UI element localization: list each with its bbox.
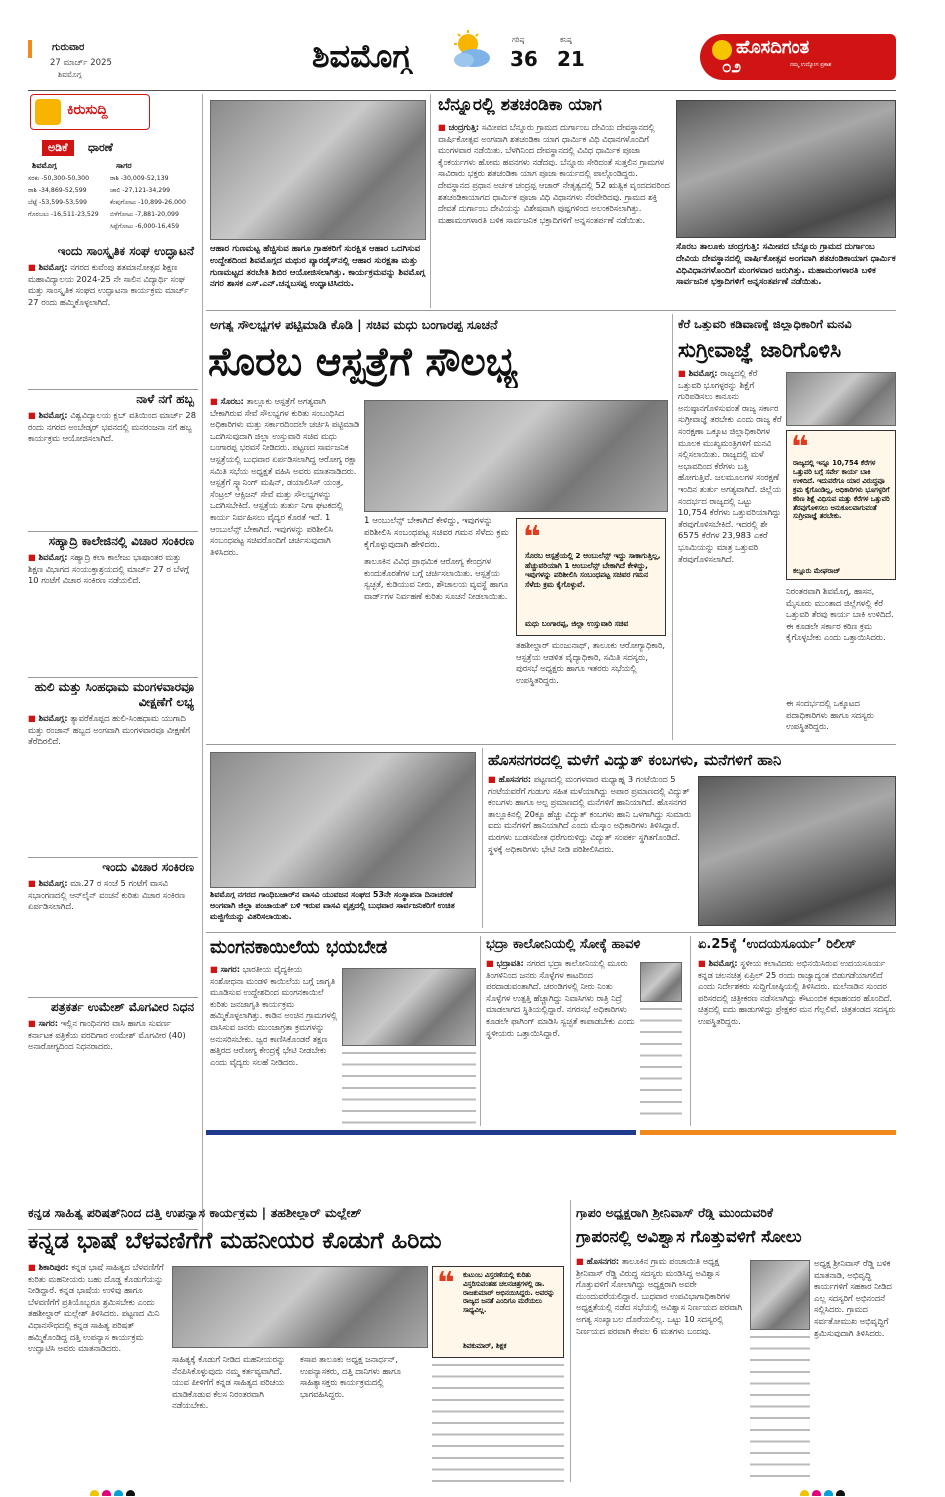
rate-head-2: ಸಾಗರ (116, 162, 132, 170)
top-photo-caption: ಆಹಾರ ಗುಣಮಟ್ಟ ಹೆಚ್ಚಿಸುವ ಹಾಗೂ ಗ್ರಾಹಕರಿಗೆ ಸುರಕ್ಷಿತ ಆಹಾರ ಒದಗಿಸುವ ಉದ್ದೇಶದಿಂದ ಶಿವಮೊಗ್ಗದ ಮಥುರ ಪ್ಯಾರಡೈಸ್‌ನಲ್ಲಿ ಆಹಾರ ಸುರಕ್ಷತಾ ಮತ್ತು ಗುಣಮಟ್ಟದ ತರಬೇತಿ ಶಿಬಿರ ಆಯೋಜಿಸಲಾಗಿತ್ತು. ಕಾರ್ಯಕ್ರಮವನ್ನು ಶಿವಮೊಗ್ಗ ನಗರ ಶಾಸಕ ಎಸ್.ಎನ್.ಚನ್ನಬಸಪ್ಪ ಉದ್ಘಾಟಿಸಿದರು. (210, 244, 426, 290)
brief-rule (28, 857, 198, 858)
weather-max-label: ಗರಿಷ್ಠ (512, 36, 525, 44)
brief-headline: ಇಂದು ಸಾಂಸ್ಕೃತಿಕ ಸಂಘ ಉದ್ಘಾಟನೆ (57, 244, 194, 258)
bhadra-bullet: ■ (486, 958, 497, 968)
grapam-body-col3 (750, 1334, 810, 1482)
udaya-dateline: ಶಿವಮೊಗ್ಗ: (708, 958, 738, 968)
brief-bullet: ■ (28, 552, 39, 562)
bhadra-photo (640, 962, 682, 1002)
rate-rows (28, 174, 198, 238)
paper-tagline: ನಮ್ಮ ಉದ್ಯೋಗ ಪ್ರಕಾಶ (790, 62, 832, 68)
brief-body (28, 713, 198, 853)
bhadra-body (486, 958, 636, 1124)
soraba-dateline: ಸೊರಬ: (220, 396, 244, 406)
sugrivaje-photo (786, 372, 896, 426)
rate-cell: ಗೊರಬಲು -16,511-23,529 (28, 211, 99, 218)
brief-text: ನಗರದ ಕುವೆಂಪು ಶತಮಾನೋತ್ಸವ ಶಿಕ್ಷಣ ಮಹಾವಿದ್ಯಾಲಯ 2024-25 ನೇ ಸಾಲಿನ ವಿದ್ಯಾರ್ಥಿ ಸಂಘ ಮತ್ತು ಸಾಂಸ್ಕೃತಿಕ ಸಂಘದ ಉದ್ಘಾಟನಾ ಕಾರ್ಯಕ್ರಮ ಮಾರ್ಚ್ 27 ರಂದು ಹಮ್ಮಿಕೊಳ್ಳಲಾಗಿದೆ. (28, 262, 189, 307)
bhadra-text: ನಗರದ ಭದ್ರಾ ಕಾಲೋನಿಯಲ್ಲಿ ಮೂರು ತಿಂಗಳಿನಿಂದ ಜನರು ಸೊಳ್ಳೆಗಳ ಕಾಟದಿಂದ ಪರದಾಡುವಂತಾಗಿದೆ. ಚರಂಡಿಗಳಲ್ಲಿ ನೀರು ನಿಂತು ಸೊಳ್ಳೆಗಳ ಉತ್ಪತ್ತಿ ಹೆಚ್ಚಾಗಿದ್ದು ನಿವಾಸಿಗಳು ರಾತ್ರಿ ನಿದ್ರೆ ಮಾಡಲಾಗದ ಸ್ಥಿತಿಯಲ್ಲಿದ್ದಾರೆ. ನಗರಸಭೆ ಅಧಿಕಾರಿಗಳು ಕೂಡಲೇ ಫಾಗಿಂಗ್ ಮಾಡಿಸಿ ಸ್ವಚ್ಛತೆ ಕಾಪಾಡಬೇಕು ಎಂದು ಸ್ಥಳೀಯರು ಒತ್ತಾಯಿಸಿದ್ದಾರೆ. (486, 958, 635, 1038)
masthead (0, 0, 945, 92)
brief-item (28, 244, 198, 392)
hosanagar-text: ಪಟ್ಟಣದಲ್ಲಿ ಮಂಗಳವಾರ ಮಧ್ಯಾಹ್ನ 3 ಗಂಟೆಯಿಂದ 5 ಗಂಟೆಯವರೆಗೆ ಗುಡುಗು ಸಹಿತ ಮಳೆಯಾಗಿದ್ದು ಅಪಾರ ಪ್ರಮಾಣದಲ್ಲಿ ವಿದ್ಯುತ್ ಕಂಬಗಳು ಹಾಗೂ ಅಲ್ಪ ಪ್ರಮಾಣದಲ್ಲಿ ಮನೆಗಳಿಗೆ ಹಾನಿಯಾಗಿದೆ. ಹೊಸನಗರ ತಾಲ್ಲೂಕಿನಲ್ಲಿ 20ಕ್ಕೂ ಹೆಚ್ಚು ವಿದ್ಯುತ್ ಕಂಬಗಳು ಹಾನಿ ಒಳಗಾಗಿದ್ದು ಸುಮಾರು ಐದು ಮನೆಗಳಿಗೆ ಹಾನಿಯಾಗಿದೆ ಎಂದು ಮೆಸ್ಕಾಂ ಅಧಿಕಾರಿಗಳು ತಿಳಿಸಿದ್ದಾರೆ. ಮರಗಳು ಬುಡಸಮೇತ ಧರೆಗುರುಳಿದ್ದು ವಿದ್ಯುತ್ ಸಂಪರ್ಕ ಸ್ಥಗಿತಗೊಂಡಿದೆ. ಸ್ಥಳಕ್ಕೆ ಅಧಿಕಾರಿಗಳು ಭೇಟಿ ನೀಡಿ ಪರಿಶೀಲಿಸಿದರು. (488, 774, 692, 854)
sugrivaje-kicker: ಕೆರೆ ಒತ್ತುವರಿ ಕಡಿವಾಣಕ್ಕೆ ಜಿಲ್ಲಾಧಿಕಾರಿಗೆ ಮನವಿ (678, 318, 852, 331)
sugrivaje-quote-by: ಕಲ್ಲೂರು ಮೇಘರಾಜ್ (793, 567, 841, 575)
brief-bullet: ■ (28, 262, 39, 272)
registration-dot (114, 1490, 123, 1496)
sugrivaje-text: ರಾಜ್ಯದಲ್ಲಿ ಕೆರೆ ಒತ್ತುವರಿ ಭೂಗಳ್ಳರನ್ನು ಶಿಕ್ಷೆಗೆ ಗುರಿಪಡಿಸಲು ಕಾನೂನು ಅನುಷ್ಠಾನಗೊಳಿಸುವಂತೆ ರಾಜ್ಯ ಸರ್ಕಾರ ಸುಗ್ರೀವಾಜ್ಞೆ ತರಬೇಕು ಎಂದು ರಾಜ್ಯ ಕೆರೆ ಸಂರಕ್ಷಣಾ ಒಕ್ಕೂಟ ಜಿಲ್ಲಾಧಿಕಾರಿಗಳ ಮೂಲಕ ಮುಖ್ಯಮಂತ್ರಿಗಳಿಗೆ ಮನವಿ ಸಲ್ಲಿಸಲಾಯಿತು. ರಾಜ್ಯದಲ್ಲಿ ಮಳೆ ಅಭಾವದಿಂದ ಕೆರೆಗಳು ಬತ್ತಿ ಹೋಗುತ್ತಿವೆ. ಜಲಮೂಲಗಳ ಸಂರಕ್ಷಣೆ ಇಂದಿನ ತುರ್ತು ಅಗತ್ಯವಾಗಿದೆ. ಜಿಲ್ಲೆಯ ಸಂದರ್ಭದ ರಾಜ್ಯದಲ್ಲಿ ಒಟ್ಟು 10,754 ಕೆರೆಗಳು ಒತ್ತುವರಿಯಾಗಿದ್ದು ತೆರವುಗೊಳಿಸಬೇಕಿದೆ. ಇದರಲ್ಲಿ ಶೇ 6575 ಕೆರೆಗಳ 23,983 ಎಕರೆ ಭೂಮಿಯನ್ನು ಮಾತ್ರ ಒತ್ತುವರಿ ತೆರವುಗೊಳಿಸಲಾಗಿದೆ. (678, 368, 782, 564)
soraba-quote-icon: ❝ (523, 525, 541, 551)
udaya-text: ಸ್ಥಳೀಯ ಕಲಾವಿದರು ಅಭಿನಯಿಸಿರುವ ಉದಯಸೂರ್ಯ ಕನ್ನಡ ಚಲನಚಿತ್ರ ಏಪ್ರಿಲ್ 25 ರಂದು ರಾಜ್ಯಾದ್ಯಂತ ಬಿಡುಗಡೆಯಾಗಲಿದೆ ಎಂದು ನಿರ್ದೇಶಕರು ಸುದ್ದಿಗೋಷ್ಠಿಯಲ್ಲಿ ತಿಳಿಸಿದರು. ಮಲೆನಾಡಿನ ಸುಂದರ ಪರಿಸರದಲ್ಲಿ ಚಿತ್ರೀಕರಣ ನಡೆಸಲಾಗಿದ್ದು ಕೌಟುಂಬಿಕ ಕಥಾಹಂದರ ಹೊಂದಿದೆ. ಚಿತ್ರದಲ್ಲಿ ಐದು ಹಾಡುಗಳಿದ್ದು ಪ್ರೇಕ್ಷಕರ ಮನ ಗೆಲ್ಲಲಿವೆ. ಚಿತ್ರತಂಡದ ಸದಸ್ಯರು ಉಪಸ್ಥಿತರಿದ್ದರು. (698, 958, 896, 1026)
soraba-body-col3: ತಹಶೀಲ್ದಾರ್ ಮಂಜುನಾಥ್, ತಾಲೂಕು ಆರೋಗ್ಯಾಧಿಕಾರಿ, ಆಸ್ಪತ್ರೆಯ ಆಡಳಿತ ವೈದ್ಯಾಧಿಕಾರಿ, ಸಮಿತಿ ಸದಸ್ಯರು, ಪುರಸಭೆ ಅಧ್ಯಕ್ಷರು ಹಾಗೂ ಇತರರು ಸಭೆಯಲ್ಲಿ ಉಪಸ್ಥಿತರಿದ್ದರು. (516, 640, 665, 685)
brief-text: ಇಲ್ಲಿನ ಗಾಂಧಿನಗರ ವಾಸಿ ಹಾಗೂ ಸುವರ್ಣ ಕರ್ನಾಟಕ ಪತ್ರಿಕೆಯ ವರದಿಗಾರ ಉಮೇಶ್ ಮೊಗವೀರ (40) ಅನಾರೋಗ್ಯದಿಂದ ನಿಧನರಾದರು. (28, 1018, 186, 1052)
brief-body (28, 878, 198, 978)
hosanagar-dateline: ಹೊಸನಗರ: (498, 774, 532, 784)
mangana-divider (480, 936, 481, 1126)
adike-heading (42, 140, 152, 160)
brief-dateline: ಸಾಗರ: (38, 1018, 59, 1028)
kannada-quote-box (432, 1266, 564, 1358)
brief-item (28, 680, 198, 860)
brief-rule (28, 677, 198, 678)
kannada-kicker: ಕನ್ನಡ ಸಾಹಿತ್ಯ ಪರಿಷತ್‌ನಿಂದ ದತ್ತಿ ಉಪನ್ಯಾಸ ಕಾರ್ಯಕ್ರಮ | ತಹಶೀಲ್ದಾರ್ ಮಲ್ಲೇಶ್ (28, 1206, 362, 1220)
left-column (28, 94, 198, 1244)
left-col-divider (202, 94, 203, 1239)
brief-dateline: ಶಿವಮೊಗ್ಗ: (38, 410, 68, 420)
masthead-rule (28, 90, 896, 91)
rate-cell: ಕೆಂಪುಗೋಟು -10,899-26,000 (110, 199, 186, 206)
hosanagar-photo (698, 776, 896, 926)
page-number: ೦೨ (722, 58, 742, 77)
hosanagar-headline: ಹೊಸನಗರದಲ್ಲಿ ಮಳೆಗೆ ವಿದ್ಯುತ್ ಕಂಬಗಳು, ಮನೆಗಳಿಗೆ ಹಾನಿ (488, 752, 782, 769)
kannada-quote-by: ಶಿವಕುಮಾರ್, ಶಿಕ್ಷಕ (463, 1342, 507, 1350)
soraba-quote-by: ಮಧು ಬಂಗಾರಪ್ಪ, ಜಿಲ್ಲಾ ಉಸ್ತುವಾರಿ ಸಚಿವ (525, 619, 629, 628)
kannada-quote: ಕುಟುಂಬ ವಿಸ್ತರಣೆಯಲ್ಲಿ ಕುರಿತು ವಿಸ್ತರಿಸುವಂತಹ ಚಲನಚಿತ್ರಗಳಲ್ಲಿ ಡಾ. ರಾಜಕುಮಾರ್ ಅಭಿನಯಿಸಿದ್ದರು. ಅವರನ್ನು ರಾಜ್ಯದ ಜನತೆ ಎಂದಿಗೂ ಮರೆಯಲು ಸಾಧ್ಯವಿಲ್ಲ. (463, 1271, 555, 1315)
grapam-photo (750, 1260, 810, 1330)
kannada-body-col4 (432, 1362, 564, 1482)
sugrivaje-dateline: ಶಿವಮೊಗ್ಗ: (688, 368, 718, 378)
grapam-text: ತಾಲೂಕಿನ ಗ್ರಾಮ ಪಂಚಾಯಿತಿ ಅಧ್ಯಕ್ಷ ಶ್ರೀನಿವಾಸ್ ರೆಡ್ಡಿ ವಿರುದ್ಧ ಸದಸ್ಯರು ಮಂಡಿಸಿದ್ದ ಅವಿಶ್ವಾಸ ಗೊತ್ತುವಳಿಗೆ ಸೋಲಾಗಿದ್ದು ಅಧ್ಯಕ್ಷರಾಗಿ ಅವರೇ ಮುಂದುವರೆಯಲಿದ್ದಾರೆ. ಬುಧವಾರ ಉಪವಿಭಾಗಾಧಿಕಾರಿಗಳ ಅಧ್ಯಕ್ಷತೆಯಲ್ಲಿ ನಡೆದ ಸಭೆಯಲ್ಲಿ ಅವಿಶ್ವಾಸ ನಿರ್ಣಯದ ಪರವಾಗಿ ಅಗತ್ಯ ಸಂಖ್ಯಾಬಲ ದೊರೆಯಲಿಲ್ಲ. ಒಟ್ಟು 10 ಸದಸ್ಯರಲ್ಲಿ ನಿರ್ಣಯದ ಪರವಾಗಿ ಕೇವಲ 6 ಮತಗಳು ಬಂದವು. (576, 1256, 742, 1336)
brief-headline: ಹುಲಿ ಮತ್ತು ಸಿಂಹಧಾಮ ಮಂಗಳವಾರವೂ ವೀಕ್ಷಣೆಗೆ ಲಭ್ಯ (34, 680, 194, 709)
brief-body (28, 1018, 198, 1210)
section-bar-blue (206, 1130, 636, 1135)
grapam-body-col1 (576, 1256, 746, 1482)
sugrivaje-body-col3: ಈ ಸಂದರ್ಭದಲ್ಲಿ ಒಕ್ಕೂಟದ ಪದಾಧಿಕಾರಿಗಳು ಹಾಗೂ ಸದಸ್ಯರು ಉಪಸ್ಥಿತರಿದ್ದರು. (786, 698, 874, 732)
day-label: ಗುರುವಾರ (52, 42, 85, 53)
bhadra-dateline: ಭದ್ರಾವತಿ: (496, 958, 524, 968)
rate-cell: ಬೆಟ್ಟೆ -53,599-53,599 (28, 199, 87, 206)
page-title: ಶಿವಮೊಗ್ಗ (312, 38, 412, 74)
rate-cell: ಚಾಲಿ -27,121-34,299 (110, 187, 171, 194)
soraba-body-col2: ತಾಲೂಕಿನ ವಿವಿಧ ಪ್ರಾಥಮಿಕ ಆರೋಗ್ಯ ಕೇಂದ್ರಗಳ ಕುಂದುಕೊರತೆಗಳ ಬಗ್ಗೆ ಚರ್ಚಿಸಲಾಯಿತು. ಆಸ್ಪತ್ರೆಯ ಸ್ವಚ್ಛತೆ, ಕುಡಿಯುವ ನೀರು, ಶೌಚಾಲಯ ವ್ಯವಸ್ಥೆ ಹಾಗೂ ವಾರ್ಡ್‌ಗಳ ನಿರ್ವಹಣೆ ಕುರಿತು ಸೂಚನೆ ನೀಡಲಾಯಿತು. (364, 556, 509, 601)
mangana-text: ಭಾರತೀಯ ವೈದ್ಯಕೀಯ ಸಂಶೋಧನಾ ಮಂಡಳಿ ಕಾಯಿಲೆಯ ಬಗ್ಗೆ ಜಾಗೃತಿ ಮೂಡಿಸುವ ಉದ್ದೇಶದಿಂದ ಮಂಗನಕಾಯಿಲೆ ಕುರಿತು ಜನಜಾಗೃತಿ ಕಾರ್ಯಕ್ರಮ ಹಮ್ಮಿಕೊಳ್ಳಲಾಗಿತ್ತು. ಕಾಡಿನ ಅಂಚಿನ ಗ್ರಾಮಗಳಲ್ಲಿ ವಾಸಿಸುವ ಜನರು ಮುಂಜಾಗ್ರತಾ ಕ್ರಮಗಳನ್ನು ಅನುಸರಿಸಬೇಕು. ಜ್ವರ ಕಾಣಿಸಿಕೊಂಡರೆ ತಕ್ಷಣ ಹತ್ತಿರದ ಆರೋಗ್ಯ ಕೇಂದ್ರಕ್ಕೆ ಭೇಟಿ ನೀಡಬೇಕು ಎಂದು ವೈದ್ಯರು ಸಲಹೆ ನೀಡಿದರು. (210, 964, 338, 1067)
benur-dateline: ಚಂದ್ರಗುತ್ತಿ: (448, 122, 480, 132)
edition-label: ಶಿವಮೊಗ್ಗ (58, 70, 82, 79)
brief-body (28, 410, 198, 512)
registration-dot (90, 1490, 99, 1496)
registration-dot (824, 1490, 833, 1496)
grapam-headline: ಗ್ರಾಪಂನಲ್ಲಿ ಅವಿಶ್ವಾಸ ಗೊತ್ತುವಳಿಗೆ ಸೋಲು (576, 1227, 802, 1246)
brief-bullet: ■ (28, 410, 39, 420)
benur-photo (676, 100, 896, 238)
vasavi-divider (482, 748, 483, 928)
sugrivaje-body-col1 (678, 368, 782, 738)
rule-3 (206, 932, 896, 933)
registration-dot (800, 1490, 809, 1496)
registration-dot (836, 1490, 845, 1496)
bhadra-divider (690, 936, 691, 1126)
brief-bullet: ■ (28, 713, 39, 723)
brief-dateline: ಶಿವಮೊಗ್ಗ: (38, 552, 68, 562)
date-label: 27 ಮಾರ್ಚ್ 2025 (50, 58, 112, 68)
registration-dots-left (90, 1484, 150, 1496)
brief-body (28, 552, 198, 658)
soraba-photo (364, 400, 668, 512)
sugrivaje-headline: ಸುಗ್ರೀವಾಜ್ಞೆ ಜಾರಿಗೊಳಿಸಿ (678, 338, 842, 362)
weather-max: 36 (510, 48, 538, 71)
soraba-divider (672, 314, 673, 740)
brief-headline: ನಾಳೆ ನಗೆ ಹಬ್ಬ (136, 392, 194, 406)
weather-sun-cloud-icon (446, 30, 494, 72)
sugrivaje-quote-icon: ❝ (791, 435, 809, 461)
soraba-quote-box (516, 518, 666, 636)
kirusuddi-box (30, 94, 150, 130)
bhadra-body-col2 (640, 1006, 682, 1124)
kannada-bullet: ■ (28, 1262, 39, 1272)
brief-dateline: ಶಿವಮೊಗ್ಗ: (38, 878, 68, 888)
mangana-bullet: ■ (210, 964, 221, 974)
benur-text: ಸಮೀಪದ ಬೆನ್ನೂರು ಗ್ರಾಮದ ದುರ್ಗಾಂಬ ದೇವಿಯ ದೇವಸ್ಥಾನದಲ್ಲಿ ವಾರ್ಷಿಕೋತ್ಸವ ಅಂಗವಾಗಿ ಶತಚಂಡಿಕಾ ಯಾಗ ಧಾರ್ಮಿಕ ವಿಧಿ ವಿಧಾನಗಳೊಂದಿಗೆ ಮಂಗಳವಾರ ನಡೆಯಿತು. ಬೆಳಗಿನಿಂದ ದೇವಸ್ಥಾನದಲ್ಲಿ ವಿವಿಧ ಧಾರ್ಮಿಕ ಪೂಜಾ ಕೈಂಕರ್ಯಗಳು ಹೋಮ ಹವನಗಳು ನಡೆದವು. ಬೆನ್ನೂರು ಸೇರಿದಂತೆ ಸುತ್ತಲಿನ ಗ್ರಾಮಗಳ ಸಾವಿರಾರು ಭಕ್ತರು ಶತಚಂಡಿಕಾ ಯಾಗ ಪೂಜಾ ಕಾರ್ಯದಲ್ಲಿ ಪಾಲ್ಗೊಂಡಿದ್ದರು. ದೇವಸ್ಥಾನದ ಪ್ರಧಾನ ಅರ್ಚಕ ಚಂದ್ರಪ್ಪ ಆಚಾರ್ ನೇತೃತ್ವದಲ್ಲಿ 52 ಋತ್ವಿಕ ವೃಂದದವರಿಂದ ಶತಚಂಡಿಕಾಯಾಗದ ಧಾರ್ಮಿಕ ಪೂಜಾ ವಿಧಿ ವಿಧಾನಗಳು ನೆರವೇರಿದವು. ಗ್ರಾಮದ ಶಕ್ತಿ ದೇವತೆ ದುರ್ಗಾಂಬ ದೇವಿಯನ್ನು ವಿಶೇಷವಾಗಿ ಪುಷ್ಪಗಳಿಂದ ಅಲಂಕರಿಸಲಾಗಿತ್ತು. ಮಹಾಮಂಗಳಾರತಿ ಬಳಿಕ ಸಾರ್ವಜನಿಕ ಭಕ್ತಾದಿಗಳಿಗೆ ಅನ್ನಸಂತರ್ಪಣೆ ನಡೆಯಿತು. (438, 122, 670, 225)
registration-dot (126, 1490, 135, 1496)
soraba-text: ತಾಲ್ಲೂಕು ಆಸ್ಪತ್ರೆಗೆ ಅಗತ್ಯವಾಗಿ ಬೇಕಾಗಿರುವ ಸೇವೆ ಸೌಲಭ್ಯಗಳ ಕುರಿತು ಸಂಬಂಧಿಸಿದ ಅಧಿಕಾರಿಗಳು ಮತ್ತು ಸರ್ಕಾರದಿಂದಲೇ ಚರ್ಚಿಸಿ ಪಟ್ಟಿಮಾಡಿ ಒದಗಿಸುವುದಾಗಿ ಜಿಲ್ಲಾ ಉಸ್ತುವಾರಿ ಸಚಿವ ಮಧು ಬಂಗಾರಪ್ಪ ಭರವಸೆ ನೀಡಿದರು. ಪಟ್ಟಣದ ಸಾರ್ವಜನಿಕ ಆಸ್ಪತ್ರೆಯಲ್ಲಿ ಬುಧವಾರ ಏರ್ಪಡಿಸಲಾಗಿದ್ದ ಆರೋಗ್ಯ ರಕ್ಷಾ ಸಮಿತಿ ಸಭೆಯ ಅಧ್ಯಕ್ಷತೆ ವಹಿಸಿ ಅವರು ಮಾತನಾಡಿದರು. ಆಸ್ಪತ್ರೆಗೆ ಸ್ಕ್ಯಾನಿಂಗ್ ಮಷಿನ್, ಡಯಾಲಿಸಿಸ್ ಯಂತ್ರ, ಸೆಂಟ್ರಲ್ ಆಕ್ಸಿಜನ್ ಸೇವೆ ಮತ್ತು ಸೌಲಭ್ಯಗಳನ್ನು ಒದಗಿಸಬೇಕಿದೆ. ಆಸ್ಪತ್ರೆಯ ತುರ್ತು ನಿಗಾ ಘಟಕದಲ್ಲಿ ಕಾರ್ಯ ನಿರ್ವಹಿಸಲು ವೈದ್ಯರ ಕೊರತೆ ಇದೆ. 1 ಆಂಬುಲೆನ್ಸ್ ಬೇಕಾಗಿದೆ. ಇವುಗಳನ್ನು ಪರಿಶೀಲಿಸಿ ಸಂಬಂಧಪಟ್ಟ ಸಚಿವರೊಂದಿಗೆ ಚರ್ಚಿಸುವುದಾಗಿ ತಿಳಿಸಿದರು. (210, 396, 360, 557)
sugrivaje-quote-box (786, 430, 896, 580)
kirusuddi-label: ಕಿರುಸುದ್ದಿ (67, 103, 108, 118)
brief-rule (28, 997, 198, 998)
kannada-headline: ಕನ್ನಡ ಭಾಷೆ ಬೆಳವಣಿಗೆಗೆ ಮಹನೀಯರ ಕೊಡುಗೆ ಹಿರಿದು (28, 1228, 442, 1254)
grapam-body-col2: ಅಧ್ಯಕ್ಷ ಶ್ರೀನಿವಾಸ್ ರೆಡ್ಡಿ ಬಳಿಕ ಮಾತನಾಡಿ, ಅಭಿವೃದ್ಧಿ ಕಾರ್ಯಗಳಿಗೆ ಸಹಕಾರ ನೀಡಿದ ಎಲ್ಲ ಸದಸ್ಯರಿಗೆ ಅಭಿನಂದನೆ ಸಲ್ಲಿಸಿದರು. ಗ್ರಾಮದ ಸರ್ವತೋಮುಖ ಅಭಿವೃದ್ಧಿಗೆ ಶ್ರಮಿಸುವುದಾಗಿ ತಿಳಿಸಿದರು. (814, 1258, 892, 1338)
udaya-body (698, 958, 896, 1124)
paper-name: ಹೊಸದಿಗಂತ (736, 38, 810, 58)
left-items (28, 244, 198, 1244)
brief-headline: ಇಂದು ವಿಚಾರ ಸಂಕಿರಣ (102, 860, 194, 874)
rate-cell: ರಾಶಿ -34,869-52,599 (28, 187, 87, 194)
sugrivaje-bullet: ■ (678, 368, 689, 378)
weather-min: 21 (557, 48, 585, 71)
soraba-kicker: ಅಗತ್ಯ ಸೌಲಭ್ಯಗಳ ಪಟ್ಟಿಮಾಡಿ ಕೊಡಿ | ಸಚಿವ ಮಧು ಬಂಗಾರಪ್ಪ ಸೂಚನೆ (210, 318, 498, 332)
rate-cell: ಸರಕು -50,300-50,300 (28, 175, 90, 182)
brief-item (28, 860, 198, 1000)
adike-a: ಅಡಿಕೆ (42, 140, 74, 156)
brief-dateline: ಶಿವಮೊಗ್ಗ: (38, 713, 68, 723)
benur-bullet: ■ (438, 122, 449, 132)
benur-body (438, 122, 670, 304)
registration-dots-right (800, 1484, 860, 1496)
grapam-bullet: ■ (576, 1256, 587, 1266)
section-bar-orange (640, 1130, 896, 1135)
brief-text: ವಿಶ್ವವಿದ್ಯಾಲಯ ಕ್ಲಬ್ ವತಿಯಿಂದ ಮಾರ್ಚ್ 28 ರಂದು ನಗರದ ಅಂಬೇಡ್ಕರ್ ಭವನದಲ್ಲಿ ಮನರಂಜನಾ ನಗೆ ಹಬ್ಬ ಕಾರ್ಯಕ್ರಮ ಆಯೋಜಿಸಲಾಗಿದೆ. (28, 410, 196, 444)
brief-item (28, 1000, 198, 1232)
rate-cell: ಬಿಳೆಗೋಟು -7,881-20,099 (110, 211, 179, 218)
rate-head-1: ಶಿವಮೊಗ್ಗ (32, 162, 57, 170)
sugrivaje-quote: ರಾಜ್ಯದಲ್ಲಿ ಇನ್ನೂ 10,754 ಕೆರೆಗಳ ಒತ್ತುವರಿ ಬಗ್ಗೆ ಸರ್ವೇ ಕಾರ್ಯ ಬಾಕಿ ಉಳಿದಿದೆ. ಇದುವರೆಗೂ ಯಾರ ವಿರುದ್ಧವೂ ಕ್ರಮ ಕೈಗೊಂಡಿಲ್ಲ, ಅಧಿಕಾರಿಗಳು ಭೂಗಳ್ಳರಿಗೆ ಕಠಿಣ ಶಿಕ್ಷೆ ವಿಧಿಸುವ ಮತ್ತು ಕೆರೆಗಳ ಒತ್ತುವರಿ ತೆರವುಗೊಳಿಸಲು ಅನುಕೂಲವಾಗುವಂತೆ ಸುಗ್ರೀವಾಜ್ಞೆ ತರಬೇಕು. (793, 459, 890, 521)
brief-bullet: ■ (28, 1018, 39, 1028)
kannada-body-col1 (28, 1262, 168, 1482)
rule-1 (206, 310, 896, 311)
brief-text: ಸಹ್ಯಾದ್ರಿ ಕಲಾ ಕಾಲೇಜು ಭಾಷಾಂತರ ಮತ್ತು ಶಿಕ್ಷಣ ವಿಭಾಗದ ಸಂಯುಕ್ತಾಶ್ರಯದಲ್ಲಿ ಮಾರ್ಚ್ 27 ರ ಬೆಳಗ್ಗೆ 10 ಗಂಟೆಗೆ ವಿಚಾರ ಸಂಕಿರಣ ನಡೆಯಲಿದೆ. (28, 552, 190, 586)
kannada-body-col3: ಕಸಾಪ ತಾಲೂಕು ಅಧ್ಯಕ್ಷ ಜನಾರ್ಧನ್, ಉಪನ್ಯಾಸಕರು, ದತ್ತಿ ದಾನಿಗಳು ಹಾಗೂ ಸಾಹಿತ್ಯಾಸಕ್ತರು ಕಾರ್ಯಕ್ರಮದಲ್ಲಿ ಭಾಗವಹಿಸಿದ್ದರು. (300, 1354, 401, 1399)
kannada-divider (570, 1200, 571, 1482)
hosanagar-body (488, 774, 692, 926)
hand-icon (35, 99, 61, 125)
weather-min-label: ಕನಿಷ್ಠ (560, 36, 572, 44)
vasavi-caption: ಶಿವಮೊಗ್ಗ ನಗರದ ಗಾಂಧಿಬಜಾರ್‌ನ ವಾಸವಿ ಯುವಜನ ಸಂಘದ 53ನೇ ಸಂಸ್ಥಾಪನಾ ದಿನಾಚರಣೆ ಅಂಗವಾಗಿ ಜಿಲ್ಲಾ ಪಂಚಾಯತ್ ಬಳಿ ಇರುವ ವಾಸವಿ ವೃತ್ತದಲ್ಲಿ ಬುಧವಾರ ಸಾರ್ವಜನಿಕರಿಗೆ ಉಚಿತ ಮಜ್ಜಿಗೆಯನ್ನು ವಿತರಿಸಲಾಯಿತು. (210, 890, 455, 921)
registration-dot (812, 1490, 821, 1496)
udaya-headline: ಏ.25ಕ್ಕೆ ‘ಉದಯಸೂರ್ಯ’ ರಿಲೀಸ್ (698, 938, 857, 952)
soraba-body-col1 (210, 396, 360, 736)
kannada-quote-icon: ❝ (437, 1271, 455, 1297)
brief-item (28, 392, 198, 534)
top-photo-divider (430, 94, 431, 308)
date-strip (28, 40, 188, 80)
mangana-body-col2 (342, 1050, 476, 1124)
brief-bullet: ■ (28, 878, 39, 888)
rate-cell: ರಾಶಿ -30,009-52,139 (110, 175, 169, 182)
brief-dateline: ಶಿವಮೊಗ್ಗ: (38, 262, 68, 272)
soraba-headline: ಸೊರಬ ಆಸ್ಪತ್ರೆಗೆ ಸೌಲಭ್ಯ (208, 340, 518, 385)
soraba-bullet: ■ (210, 396, 221, 406)
udaya-bullet: ■ (698, 958, 709, 968)
mangana-body-col1 (210, 964, 338, 1124)
mangana-dateline: ಸಾಗರ: (220, 964, 241, 974)
bhadra-headline: ಭದ್ರಾ ಕಾಲೋನಿಯಲ್ಲಿ ಸೋಕ್ಕೆ ಹಾವಳಿ (486, 938, 641, 952)
brief-text: ಮಾ.27 ರ ಸಂಜೆ 5 ಗಂಟೆಗೆ ವಾಸವಿ ಸಭಾಂಗಣದಲ್ಲಿ ಆನ್‌ಲೈನ್ ವಂಚನೆ ಕುರಿತು ವಿಚಾರ ಸಂಕಿರಣ ಏರ್ಪಡಿಸಲಾಗಿದೆ. (28, 878, 186, 912)
kannada-dateline: ಶಿಕಾರಿಪುರ: (38, 1262, 69, 1272)
brief-text: ತ್ಯಾವರೆಕೊಪ್ಪದ ಹುಲಿ-ಸಿಂಹಧಾಮ ಯುಗಾದಿ ಮತ್ತು ರಂಜಾನ್ ಹಬ್ಬದ ಅಂಗವಾಗಿ ಮಂಗಳವಾರವೂ ವೀಕ್ಷಣೆಗೆ ತೆರೆದಿರಲಿದೆ. (28, 713, 191, 747)
adike-b: ಧಾರಣೆ (88, 142, 113, 154)
sugrivaje-body-col2: ನಿರಂತರವಾಗಿ ಶಿವಮೊಗ್ಗ, ಹಾಸನ, ಮೈಸೂರು ಮುಂತಾದ ಜಿಲ್ಲೆಗಳಲ್ಲಿ ಕೆರೆ ಒತ್ತುವರಿ ತೆರವು ಕಾರ್ಯ ಬಾಕಿ ಉಳಿದಿದೆ. ಈ ಕೂಡಲೇ ಸರ್ಕಾರ ಕಠಿಣ ಕ್ರಮ ಕೈಗೊಳ್ಳಬೇಕು ಎಂದು ಒತ್ತಾಯಿಸಿದರು. (786, 586, 894, 643)
registration-dot (102, 1490, 111, 1496)
hosanagar-bullet: ■ (488, 774, 499, 784)
soraba-photo-caption: 1 ಆಂಬುಲೆನ್ಸ್ ಬೇಕಾಗಿದೆ ಕೇಳಿದ್ದು, ಇವುಗಳನ್ನು ಪರಿಶೀಲಿಸಿ ಸಂಬಂಧಪಟ್ಟ ಸಚಿವರ ಗಮನ ಸೆಳೆದು ಕ್ರಮ ಕೈಗೊಳ್ಳುವುದಾಗಿ ಹೇಳಿದರು. (364, 516, 509, 550)
benur-headline: ಬೆನ್ನೂರಲ್ಲಿ ಶತಚಂಡಿಕಾ ಯಾಗ (438, 96, 602, 115)
kannada-photo (172, 1266, 428, 1348)
brief-item (28, 534, 198, 680)
kannada-body-col2: ಸಾಹಿತ್ಯಕ್ಕೆ ಕೊಡುಗೆ ನೀಡಿದ ಮಹನೀಯರನ್ನು ನೆನಪಿಸಿಕೊಳ್ಳುವುದು ನಮ್ಮ ಕರ್ತವ್ಯವಾಗಿದೆ. ಯುವ ಪೀಳಿಗೆಗೆ ಕನ್ನಡ ಸಾಹಿತ್ಯದ ಪರಿಚಯ ಮಾಡಿಕೊಡುವ ಕೆಲಸ ನಿರಂತರವಾಗಿ ನಡೆಯಬೇಕು. (172, 1354, 286, 1411)
mangana-headline: ಮಂಗನಕಾಯಿಲೆಯ ಭಯಬೇಡ (210, 938, 388, 958)
adike-rates (28, 162, 198, 240)
top-photo (210, 100, 426, 240)
kannada-text: ಕನ್ನಡ ಭಾಷೆ ಸಾಹಿತ್ಯದ ಬೆಳವಣಿಗೆಗೆ ಕುರಿತು ಮಹನೀಯರು ಬಹು ದೊಡ್ಡ ಕೊಡುಗೆಯನ್ನು ನೀಡಿದ್ದಾರೆ. ಕನ್ನಡ ಭಾಷೆಯ ಉಳಿವು ಹಾಗೂ ಬೆಳವಣಿಗೆಗೆ ಪ್ರತಿಯೊಬ್ಬರೂ ಶ್ರಮಿಸಬೇಕು ಎಂದು ತಹಶೀಲ್ದಾರ್ ಮಲ್ಲೇಶ್ ತಿಳಿಸಿದರು. ಪಟ್ಟಣದ ಮಿನಿ ವಿಧಾನಸೌಧದಲ್ಲಿ ಕನ್ನಡ ಸಾಹಿತ್ಯ ಪರಿಷತ್ ಹಮ್ಮಿಕೊಂಡಿದ್ದ ದತ್ತಿ ಉಪನ್ಯಾಸ ಕಾರ್ಯಕ್ರಮ ಉದ್ಘಾಟಿಸಿ ಅವರು ಮಾತನಾಡಿದರು. (28, 1262, 164, 1354)
benur-photo-caption: ಸೊರಬ ತಾಲೂಕು ಚಂದ್ರಗುತ್ತಿ: ಸಮೀಪದ ಬೆನ್ನೂರು ಗ್ರಾಮದ ದುರ್ಗಾಂಬ ದೇವಿಯ ದೇವಸ್ಥಾನದಲ್ಲಿ ವಾರ್ಷಿಕೋತ್ಸವ ಅಂಗವಾಗಿ ಶತಚಂಡಿಕಾಯಾಗ ಧಾರ್ಮಿಕ ವಿಧಿವಿಧಾನಗಳೊಂದಿಗೆ ಮಂಗಳವಾರ ಜರುಗಿತ್ತು. ಮಹಾಮಂಗಳಾರತಿ ಬಳಿಕ ಸಾರ್ವಜನಿಕ ಭಕ್ತಾದಿಗಳಿಗೆ ಅನ್ನಸಂತರ್ಪಣೆ ನಡೆಯಿತು. (676, 242, 896, 288)
brief-body (28, 262, 198, 370)
brief-rule (28, 531, 198, 532)
brief-headline: ಸಹ್ಯಾದ್ರಿ ಕಾಲೇಜಿನಲ್ಲಿ ವಿಚಾರ ಸಂಕಿರಣ (48, 534, 194, 548)
soraba-quote: ಸೊರಬ ಆಸ್ಪತ್ರೆಯಲ್ಲಿ 2 ಆಂಬುಲೆನ್ಸ್ ಇದ್ದು ಸಾಕಾಗುತ್ತಿಲ್ಲ, ಹೆಚ್ಚುವರಿಯಾಗಿ 1 ಆಂಬುಲೆನ್ಸ್ ಬೇಕಾಗಿದೆ ಕೇಳಿದ್ದು, ಇವುಗಳನ್ನು ಪರಿಶೀಲಿಸಿ ಸಂಬಂಧಪಟ್ಟ ಸಚಿವರ ಗಮನ ಸೆಳೆದು ಕ್ರಮ ಕೈಗೊಳ್ಳುವೆ. (525, 551, 661, 589)
vasavi-photo (210, 752, 476, 888)
grapam-kicker: ಗ್ರಾಪಂ ಅಧ್ಯಕ್ಷರಾಗಿ ಶ್ರೀನಿವಾಸ್ ರೆಡ್ಡಿ ಮುಂದುವರಿಕೆ (576, 1206, 774, 1220)
grapam-dateline: ಹೊಸನಗರ: (586, 1256, 620, 1266)
brief-headline: ಪತ್ರಕರ್ತ ಉಮೇಶ್ ಮೊಗವೀರ ನಿಧನ (51, 1000, 194, 1014)
rate-cell: ಸಿಪ್ಪೆಗೋಟು -6,000-16,459 (110, 223, 180, 230)
date-strip-rule (28, 40, 32, 58)
brief-rule (28, 389, 198, 390)
brand-lamp-icon (712, 40, 732, 60)
mangana-photo (342, 968, 476, 1046)
rule-2 (206, 744, 896, 745)
